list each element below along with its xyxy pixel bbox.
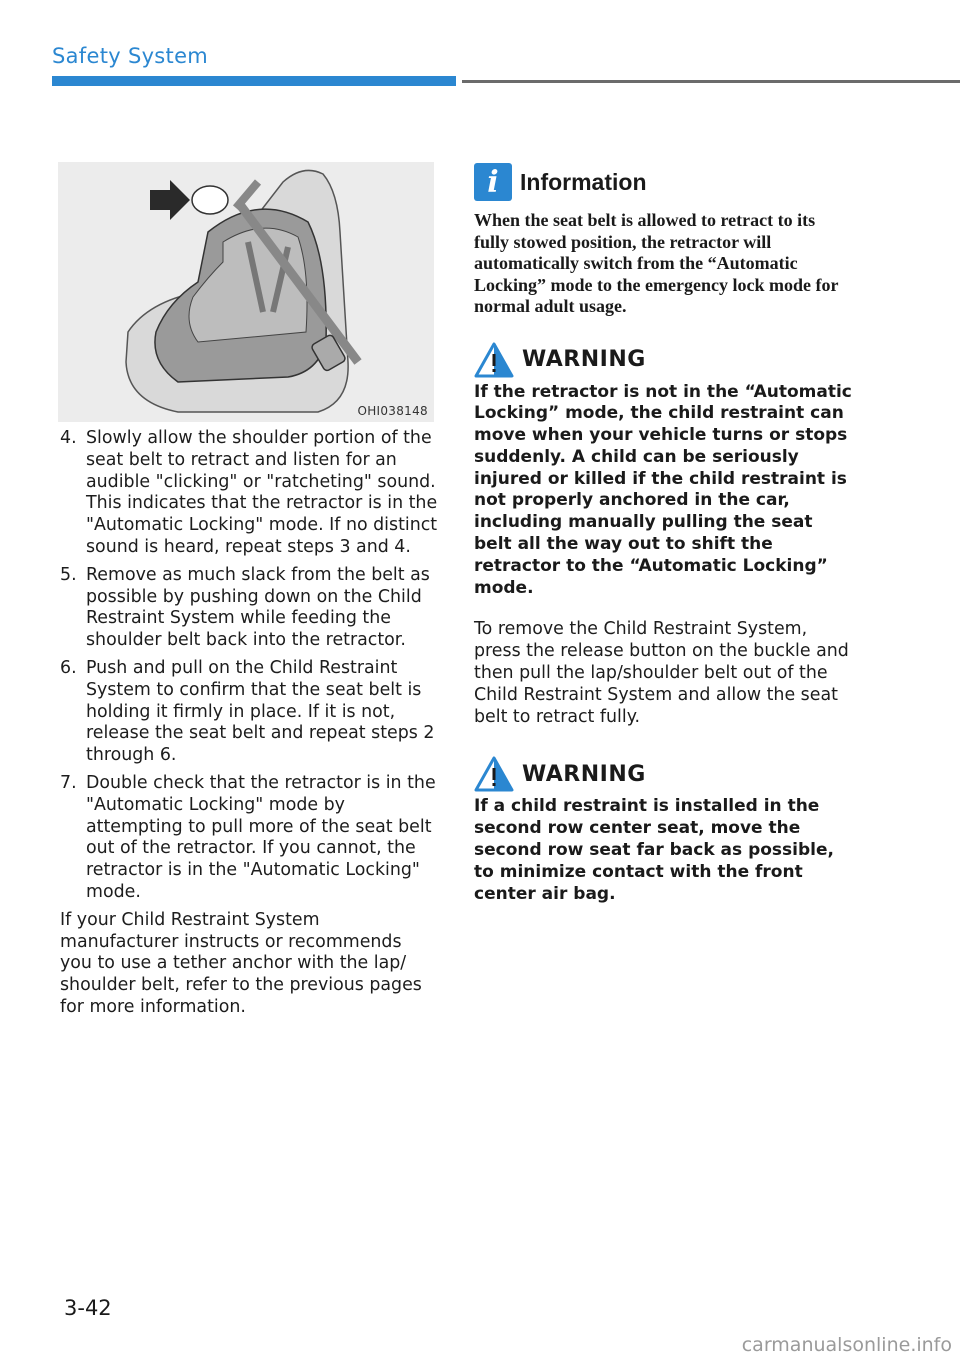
step-7 bbox=[60, 773, 438, 904]
step-6 bbox=[60, 658, 438, 767]
warning-text: If the retractor is not in the “Automatic Locking” mode, the child restraint can move when your vehicle turns or stops suddenly. A child can be seriously injured or killed if the child restraint is not properly anchored in the car, including manually pulling the seat belt all the way out to shift the retractor to the “Automatic Locking” mode. bbox=[474, 381, 852, 598]
warning-title: WARNING bbox=[522, 761, 646, 787]
step-5 bbox=[60, 565, 438, 652]
warning-triangle-icon bbox=[474, 756, 514, 792]
information-icon: i bbox=[474, 163, 512, 201]
warning-heading-1 bbox=[474, 340, 854, 380]
watermark: carmanualsonline.info bbox=[741, 1334, 952, 1356]
step-text: Slowly allow the shoulder portion of the seat belt to retract and listen for an audible "clicking" or "ratcheting" sound. This indicates that the retractor is in the "Automatic Locking" mode. If no distinct sound is heard, repeat steps 3 and 4. bbox=[86, 428, 438, 557]
step-4 bbox=[60, 428, 438, 559]
notes-column bbox=[474, 160, 854, 905]
information-text: When the seat belt is allowed to retract to its fully stowed position, the retractor will automatically switch from the “Automatic Locking” mode to the emergency lock mode for normal adult usage. bbox=[474, 210, 839, 316]
step-text: Push and pull on the Child Restraint System to confirm that the seat belt is holding it firmly in place. If it is not, release the seat belt and repeat steps 2 through 6. bbox=[86, 657, 435, 766]
header-accent-bar bbox=[52, 76, 456, 86]
warning-triangle-icon bbox=[474, 342, 514, 378]
warning-title: WARNING bbox=[522, 347, 646, 372]
child-seat-illustration bbox=[58, 162, 434, 422]
child-seat-drawing bbox=[58, 162, 434, 422]
warning-heading-2 bbox=[474, 754, 854, 794]
step-number: 7. bbox=[60, 772, 77, 793]
removal-paragraph: To remove the Child Restraint System, press the release button on the buckle and then pull the lap/shoulder belt out of the Child Restraint System and allow the seat belt to retract fully. bbox=[474, 619, 849, 727]
step-number: 4. bbox=[60, 428, 77, 448]
step-number: 6. bbox=[60, 657, 77, 678]
information-title: Information bbox=[520, 168, 647, 195]
figure-code: OHI038148 bbox=[357, 404, 428, 418]
page-number: 3-42 bbox=[64, 1296, 112, 1320]
instruction-steps bbox=[60, 428, 438, 1019]
section-title: Safety System bbox=[52, 44, 209, 68]
step-number: 5. bbox=[60, 564, 77, 585]
step-text: Remove as much slack from the belt as possible by pushing down on the Child Restraint System while feeding the shoulder belt back into the retractor. bbox=[86, 564, 430, 651]
step-text: Double check that the retractor is in the "Automatic Locking" mode by attempting to pull more of the seat belt out of the retractor. If you cannot, the retractor is in the "Automatic Locking" mode. bbox=[86, 772, 436, 902]
information-heading bbox=[474, 160, 854, 204]
header-rule bbox=[462, 80, 960, 83]
tether-paragraph: If your Child Restraint System manufacturer instructs or recommends you to use a tether anchor with the lap/ shoulder belt, refer to the previous pages for more information. bbox=[60, 909, 422, 1017]
warning-text: If a child restraint is installed in the second row center seat, move the second row seat far back as possible, to minimize contact with the front center air bag. bbox=[474, 796, 834, 904]
